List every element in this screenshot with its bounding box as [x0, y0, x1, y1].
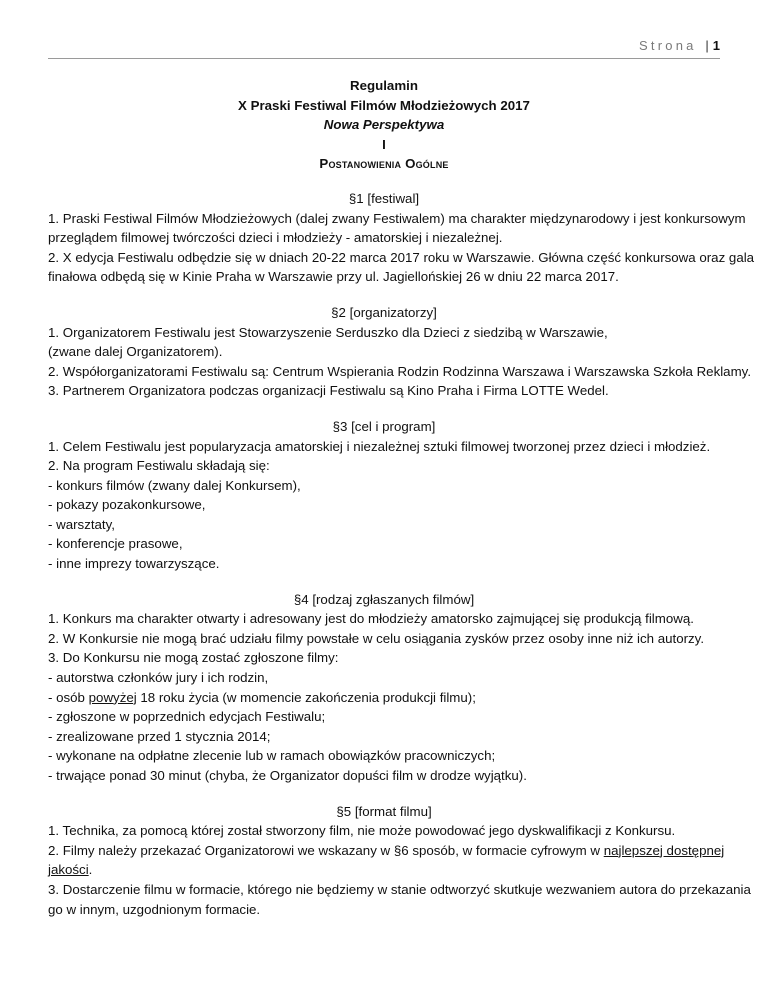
paragraph-line: 1. Konkurs ma charakter otwarty i adresowany jest do młodzieży amatorsko zajmującej się produkcją filmową.	[48, 611, 694, 627]
section-2-heading: §2 [organizatorzy]	[331, 304, 437, 320]
page-separator: |	[705, 38, 709, 53]
list-item: - konferencje prasowe,	[48, 536, 183, 552]
list-item: - zrealizowane przed 1 stycznia 2014;	[48, 728, 271, 744]
section-4-heading: §4 [rodzaj zgłaszanych filmów]	[293, 591, 475, 607]
paragraph-line: 1. Organizatorem Festiwalu jest Stowarzyszenie Serduszko dla Dzieci z siedzibą w Warszawie,	[48, 324, 608, 340]
underlined-text: najlepszej dostępnej	[603, 842, 725, 858]
paragraph-line: 1. Celem Festiwalu jest popularyzacja amatorskiej i niezależnej sztuki filmowej tworzonej przez dzieci i młodzież.	[48, 438, 711, 454]
section-1-heading: §1 [festiwal]	[348, 190, 420, 206]
paragraph-line: 3. Do Konkursu nie mogą zostać zgłoszone filmy:	[48, 650, 339, 666]
list-item: - warsztaty,	[48, 516, 115, 532]
header-rule	[48, 58, 720, 59]
list-item: - inne imprezy towarzyszące.	[48, 556, 220, 572]
festival-name: X Praski Festiwal Filmów Młodzieżowych 2017	[238, 97, 530, 113]
chapter-title: Postanowienia Ogólne	[319, 156, 449, 172]
section-5-heading: §5 [format filmu]	[336, 803, 432, 819]
list-item: - trwające ponad 30 minut (chyba, że Organizator dopuści film w drodze wyjątku).	[48, 768, 527, 783]
chapter-number: I	[382, 136, 386, 152]
paragraph-line: 3. Dostarczenie filmu w formacie, którego nie będziemy w stanie odtworzyć skutkuje wezwaniem autora do przekazania	[48, 881, 751, 897]
list-item: - autorstwa członków jury i ich rodzin,	[48, 670, 269, 686]
list-item-text: 18 roku życia (w momencie zakończenia produkcji filmu);	[136, 689, 476, 705]
document-title: Regulamin	[350, 78, 418, 93]
list-item	[48, 688, 720, 708]
paragraph-text: .	[88, 862, 93, 878]
paragraph-line	[48, 860, 720, 880]
list-item: - pokazy pozakonkursowe,	[48, 497, 206, 513]
paragraph-line: 2. X edycja Festiwalu odbędzie się w dniach 20-22 marca 2017 roku w Warszawie. Główna część konkursowa oraz gala	[48, 249, 755, 265]
festival-subtitle: Nowa Perspektywa	[323, 117, 445, 133]
paragraph-line: 1. Praski Festiwal Filmów Młodzieżowych (dalej zwany Festiwalem) ma charakter międzynarodowy i jest konkursowym	[48, 210, 746, 226]
list-item-text: - osób	[48, 689, 89, 705]
page-label: Strona	[639, 38, 697, 53]
paragraph-line: go w innym, uzgodnionym formacie.	[48, 901, 261, 917]
paragraph-line: 3. Partnerem Organizatora podczas organizacji Festiwalu są Kino Praha i Firma LOTTE Wedel.	[48, 383, 609, 399]
page-header	[639, 38, 720, 53]
paragraph-line	[48, 841, 725, 861]
paragraph-line: 2. W Konkursie nie mogą brać udziału filmy powstałe w celu osiągania zysków przez osoby inne niż ich autorzy.	[48, 630, 705, 646]
list-item: - wykonane na odpłatne zlecenie lub w ramach obowiązków pracowniczych;	[48, 748, 496, 764]
paragraph-line: 1. Technika, za pomocą której został stworzony film, nie może powodować jego dyskwalifikacji z Konkursu.	[48, 823, 676, 839]
paragraph-line: (zwane dalej Organizatorem).	[48, 344, 223, 360]
section-3-heading: §3 [cel i program]	[332, 418, 436, 434]
paragraph-line: przeglądem filmowej twórczości dzieci i młodzieży - amatorskiej i niezależnej.	[48, 230, 503, 246]
list-item: - konkurs filmów (zwany dalej Konkursem),	[48, 477, 301, 493]
underlined-text: jakości	[48, 862, 89, 878]
paragraph-line: 2. Współorganizatorami Festiwalu są: Centrum Wspierania Rodzin Rodzinna Warszawa i Warszawska Szkoła Reklamy.	[48, 363, 752, 379]
paragraph-text: 2. Filmy należy przekazać Organizatorowi we wskazany w §6 sposób, w formacie cyfrowym w	[48, 842, 604, 858]
document-body	[48, 76, 755, 919]
list-item: - zgłoszone w poprzednich edycjach Festiwalu;	[48, 709, 326, 725]
underlined-text: powyżej	[88, 689, 137, 705]
page-number: 1	[712, 38, 720, 53]
paragraph-line: finałowa odbędą się w Kinie Praha w Warszawie przy ul. Jagiellońskiej 26 w dniu 22 marca 2017.	[48, 269, 619, 285]
paragraph-line: 2. Na program Festiwalu składają się:	[48, 458, 270, 474]
